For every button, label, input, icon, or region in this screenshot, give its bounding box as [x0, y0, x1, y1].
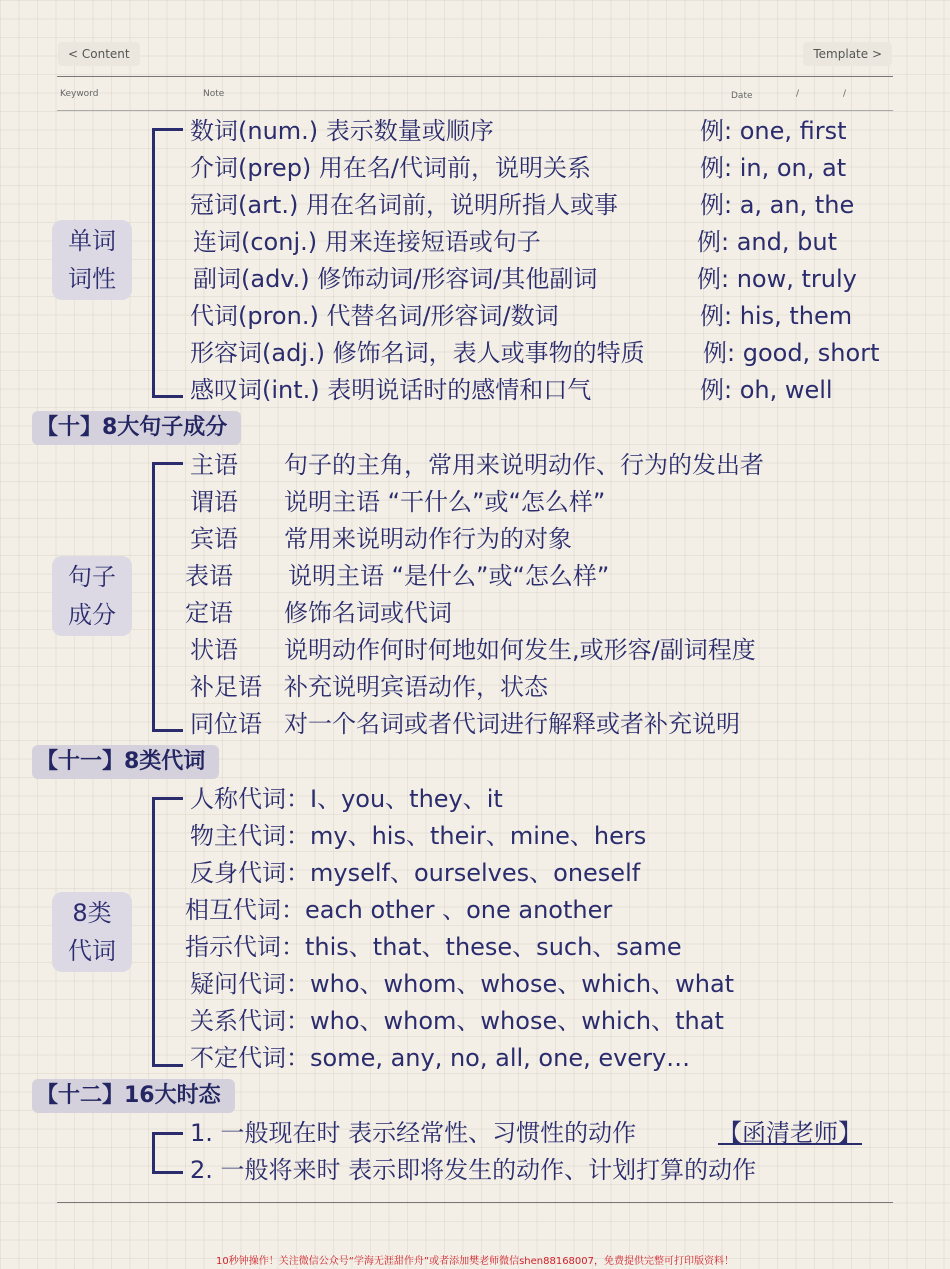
pronoun-type-row: 相互代词：each other 、one another [185, 896, 613, 924]
pronoun-types-label-line: 代词 [68, 937, 116, 965]
pos-brace [152, 128, 183, 398]
sentence-part-desc: 句子的主角，常用来说明动作、行为的发出者 [284, 451, 764, 479]
teacher-tag: 【函清老师】 [718, 1119, 862, 1147]
pos-example: 例: a, an, the [700, 191, 855, 219]
sentence-part-desc: 常用来说明动作行为的对象 [284, 525, 572, 553]
sentence-part-desc: 说明主语 “是什么”或“怎么样” [288, 562, 610, 590]
pronoun-type-row: 物主代词：my、his、their、mine、hers [190, 822, 647, 850]
pronoun-type-row: 人称代词：I、you、they、it [190, 785, 503, 813]
sentence-part-term: 表语 [185, 562, 233, 590]
tense-brace [152, 1132, 183, 1174]
sentence-part-term: 定语 [185, 599, 233, 627]
pronoun-type-row: 不定代词：some, any, no, all, one, every… [190, 1044, 691, 1072]
pos-example: 例: one, first [700, 117, 847, 145]
pos-example: 例: now, truly [697, 265, 857, 293]
pronoun-type-row: 反身代词：myself、ourselves、oneself [190, 859, 641, 887]
pronoun-type-row: 关系代词：who、whom、whose、which、that [190, 1007, 724, 1035]
sentence-part-desc: 说明主语 “干什么”或“怎么样” [284, 488, 606, 516]
tense-row: 1. 一般现在时 表示经常性、习惯性的动作 [190, 1119, 637, 1147]
sentence-part-term: 状语 [190, 636, 238, 664]
pronoun-type-row: 指示代词：this、that、these、such、same [185, 933, 682, 961]
footer-note: 10秒钟操作！关注微信公众号“学海无涯甜作舟”或者添加樊老师微信shen88168007，免费提供完整可打印版资料！ [215, 1256, 735, 1267]
pos-term: 形容词(adj.) 修饰名词，表人或事物的特质 [190, 339, 645, 367]
section-title: 【十】8大句子成分 [32, 411, 241, 445]
keyword-header: Keyword [60, 89, 99, 99]
sentence-part-term: 谓语 [190, 488, 238, 516]
sentence-part-term: 宾语 [190, 525, 238, 553]
pos-example: 例: in, on, at [700, 154, 847, 182]
sentence-parts-label-line: 成分 [68, 601, 116, 629]
section-title: 【十二】16大时态 [32, 1079, 235, 1113]
sentence-part-term: 主语 [190, 451, 238, 479]
pos-term: 感叹词(int.) 表明说话时的感情和口气 [190, 376, 592, 404]
pos-example: 例: oh, well [700, 376, 833, 404]
sentence-part-term: 补足语 [190, 673, 262, 701]
date-header: Date [731, 91, 753, 101]
pronoun-types-brace [152, 797, 183, 1067]
pos-term: 冠词(art.) 用在名词前，说明所指人或事 [190, 191, 618, 219]
sentence-parts-label [52, 556, 132, 636]
note-header: Note [203, 89, 225, 99]
pronoun-type-row: 疑问代词：who、whom、whose、which、what [190, 970, 735, 998]
bottom-rule [57, 1202, 893, 1203]
pos-term: 连词(conj.) 用来连接短语或句子 [193, 228, 541, 256]
sentence-part-desc: 修饰名词或代词 [284, 599, 452, 627]
pos-term: 介词(prep) 用在名/代词前，说明关系 [190, 154, 592, 182]
date-separator: / [796, 89, 800, 99]
pronoun-types-label-line: 8类 [72, 899, 112, 927]
pos-term: 代词(pron.) 代替名词/形容词/数词 [190, 302, 559, 330]
sentence-part-desc: 补充说明宾语动作，状态 [284, 673, 548, 701]
pos-label [52, 220, 132, 300]
content-nav-button[interactable]: < Content [58, 42, 140, 66]
pos-example: 例: and, but [697, 228, 837, 256]
template-nav-button[interactable]: Template > [803, 42, 892, 66]
sentence-parts-brace [152, 462, 183, 732]
date-separator: / [843, 89, 847, 99]
sentence-parts-label-line: 句子 [68, 563, 116, 591]
pronoun-types-label [52, 892, 132, 972]
pos-term: 副词(adv.) 修饰动词/形容词/其他副词 [193, 265, 598, 293]
pos-label-line: 单词 [68, 227, 116, 255]
header-top-rule [57, 76, 893, 77]
sentence-part-desc: 对一个名词或者代词进行解释或者补充说明 [284, 710, 740, 738]
pos-term: 数词(num.) 表示数量或顺序 [190, 117, 494, 145]
sentence-part-term: 同位语 [190, 710, 262, 738]
section-title: 【十一】8类代词 [32, 745, 219, 779]
sentence-part-desc: 说明动作何时何地如何发生,或形容/副词程度 [284, 636, 756, 664]
pos-label-line: 词性 [68, 265, 116, 293]
tense-row: 2. 一般将来时 表示即将发生的动作、计划打算的动作 [190, 1156, 757, 1184]
pos-example: 例: his, them [700, 302, 853, 330]
header-bottom-rule [57, 110, 893, 111]
pos-example: 例: good, short [703, 339, 880, 367]
